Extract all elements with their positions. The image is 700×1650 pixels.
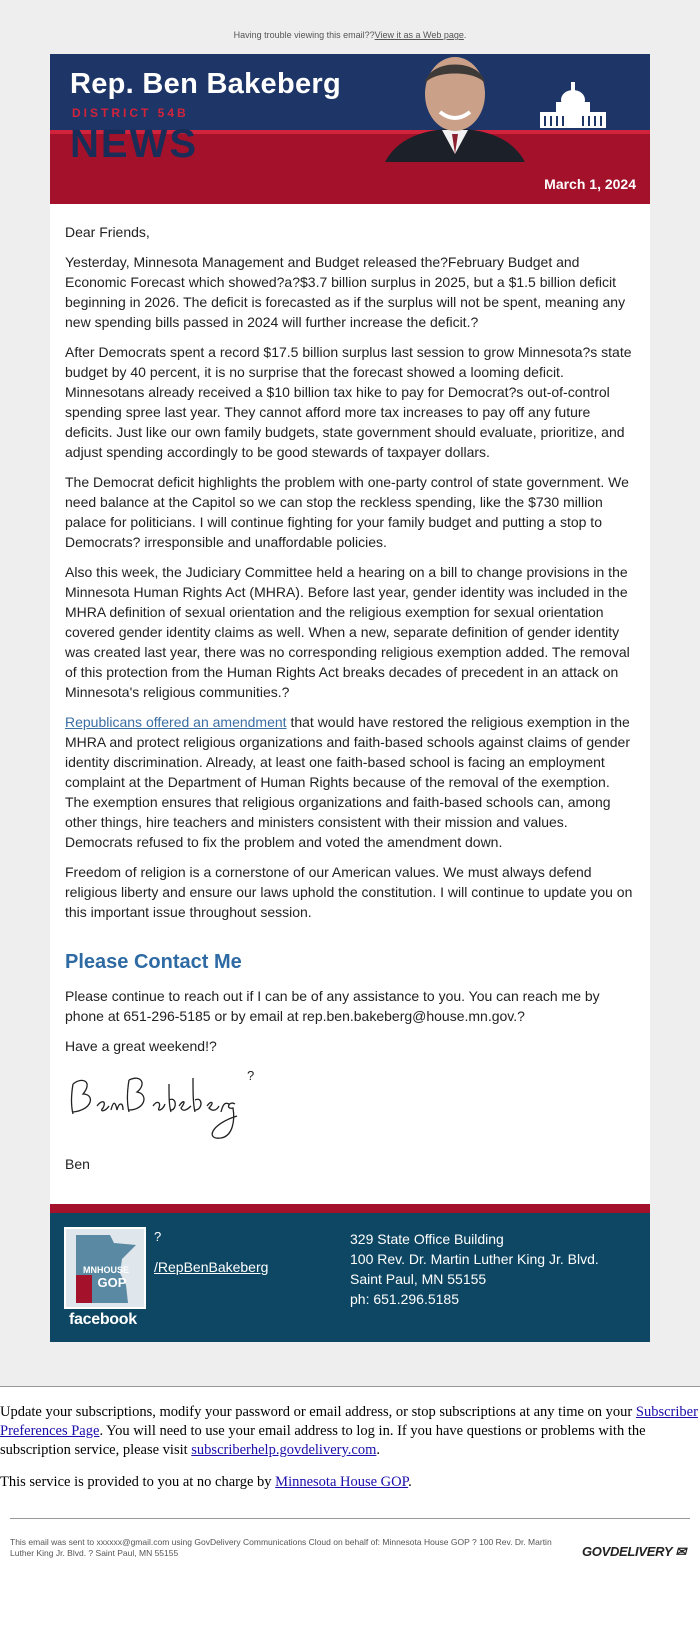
office-address [350, 1229, 599, 1309]
govdelivery-logo[interactable] [582, 1544, 686, 1560]
service-provider-text [0, 1473, 700, 1492]
district-label: DISTRICT 54B [72, 106, 189, 120]
subscription-text-2: . You will need to use your email address to log in. If you have questions or problems with the subscription service, please visit [0, 1423, 646, 1458]
subscriber-preferences-link[interactable]: Subscriber Preferences Page [0, 1404, 698, 1439]
representative-name: Rep. Ben Bakeberg [70, 68, 342, 100]
newsletter-banner [50, 54, 650, 204]
contact-footer [50, 1204, 650, 1342]
web-view-notice: Having trouble viewing this email??View it as a Web page. [233, 30, 467, 40]
contact-heading: Please Contact Me [65, 951, 242, 973]
amendment-text: that would have restored the religious exemption in the MHRA and protect religious organizations and faith-based schools against claims of gender identity discrimination. Already, at least one faith-based school is facing an employment complaint at the Department of Human Rights because of the removal of the exemption. The exemption ensures that religious organizations and faith-based schools can, among other things, hire teachers and ministers consistent with their mission and values. Democrats refused to fix the problem and voted the amendment down. [65, 714, 630, 850]
sign-off-name: Ben [65, 1156, 90, 1172]
house-gop-logo[interactable] [64, 1227, 146, 1309]
minnesota-map-icon [66, 1229, 144, 1307]
paragraph-religion: Freedom of religion is a cornerstone of our American values. We must always defend religious liberty and ensure our laws uphold the constitution. I will continue to update you on this important issue throughout session. [65, 864, 633, 920]
amendment-link[interactable]: Republicans offered an amendment [65, 714, 287, 730]
provider-text: This service is provided to you at no charge by [0, 1474, 276, 1490]
logo-text-gop: GOP [97, 1275, 127, 1290]
paragraph-mhra: Also this week, the Judiciary Committee held a hearing on a bill to change provisions in the Minnesota Human Rights Act (MHRA). Before last year, gender identity was included in the MHRA definition of sexual orientation and the religious exemption for sexual orientation covered gender identity claims as well. When a new, separate definition of gender identity was created last year, there was no corresponding religious exemption added. The removal of this protection from the Human Rights Act breaks decades of precedent in an attack on Minnesota's religious communities.? [65, 564, 630, 700]
fine-print-text: This email was sent to xxxxxx@gmail.com using GovDelivery Communications Cloud on behalf of: Minnesota House GOP ? 100 Rev. Dr. Martin Luther King Jr. Blvd. ? Saint Paul, MN 55155 [10, 1537, 552, 1558]
signature [65, 1066, 635, 1148]
signature-mark: ? [247, 1068, 255, 1083]
capitol-icon [538, 78, 608, 130]
paragraph-forecast: Yesterday, Minnesota Management and Budget released the?February Budget and Economic Forecast which showed?a?$3.7 billion surplus in 2025, but a $1.5 billion deficit beginning in 2026. The deficit is forecasted as if the surplus will not be spent, meaning any new spending bills passed in 2024 will further increase the deficit.? [65, 254, 626, 330]
address-line-1: 329 State Office Building [350, 1231, 504, 1247]
subscription-text [0, 1403, 700, 1460]
contact-text: Please continue to reach out if I can be of any assistance to you. You can reach me by phone at 651-296-5185 or by email at rep.ben.bakeberg@house.mn.gov.? [65, 988, 600, 1024]
web-view-link[interactable]: View it as a Web page [374, 30, 464, 40]
portrait-image [380, 54, 530, 162]
subscription-text-3: . [376, 1442, 380, 1458]
phone-number: ph: 651.296.5185 [350, 1291, 459, 1307]
paragraph-surplus: After Democrats spent a record $17.5 billion surplus last session to grow Minnesota?s state budget by 40 percent, it is no surprise that the forecast showed a looming deficit. Minnesotans already received a $10 billion tax hike to pay for Democrat?s out-of-control spending spree last year. They cannot afford more tax increases to pay off any future deficits. Just like our own family budgets, state government should evaluate, prioritize, and adjust spending accordingly to be good stewards of taxpayer dollars. [65, 344, 632, 460]
signature-image [65, 1066, 245, 1146]
paragraph-deficit: The Democrat deficit highlights the problem with one-party control of state government. We need balance at the Capitol so we can stop the reckless spending, like the $730 million palace for politicians. I will continue fighting for your family budget and putting a stop to Democrats? irresponsible and unaffordable policies. [65, 474, 629, 550]
subscriber-help-link[interactable]: subscriberhelp.govdelivery.com [191, 1442, 377, 1458]
newsletter-date: March 1, 2024 [544, 176, 636, 192]
facebook-handle-link[interactable]: /RepBenBakeberg [154, 1259, 269, 1275]
subscription-text-1: Update your subscriptions, modify your password or email address, or stop subscriptions at any time on your [0, 1404, 636, 1420]
address-line-3: Saint Paul, MN 55155 [350, 1271, 487, 1287]
address-line-2: 100 Rev. Dr. Martin Luther King Jr. Blvd. [350, 1251, 599, 1267]
closing-text: Have a great weekend!? [65, 1038, 217, 1054]
greeting: Dear Friends, [65, 224, 150, 240]
govdelivery-text: GOVDELIVERY [581, 1544, 673, 1559]
web-view-text: Having trouble viewing this email?? [233, 30, 375, 40]
logo-text-mnhouse: MNHOUSE [82, 1265, 130, 1275]
paragraph-amendment [65, 712, 635, 852]
news-title: NEWS [70, 122, 198, 166]
envelope-icon: ✉ [675, 1544, 686, 1559]
minnesota-house-gop-link[interactable]: Minnesota House GOP [275, 1474, 409, 1490]
newsletter-body [50, 204, 650, 1204]
provider-text-end: . [408, 1474, 412, 1490]
footer-mark: ? [154, 1229, 162, 1244]
newsletter-card [50, 54, 650, 1342]
facebook-label[interactable]: facebook [69, 1311, 137, 1328]
